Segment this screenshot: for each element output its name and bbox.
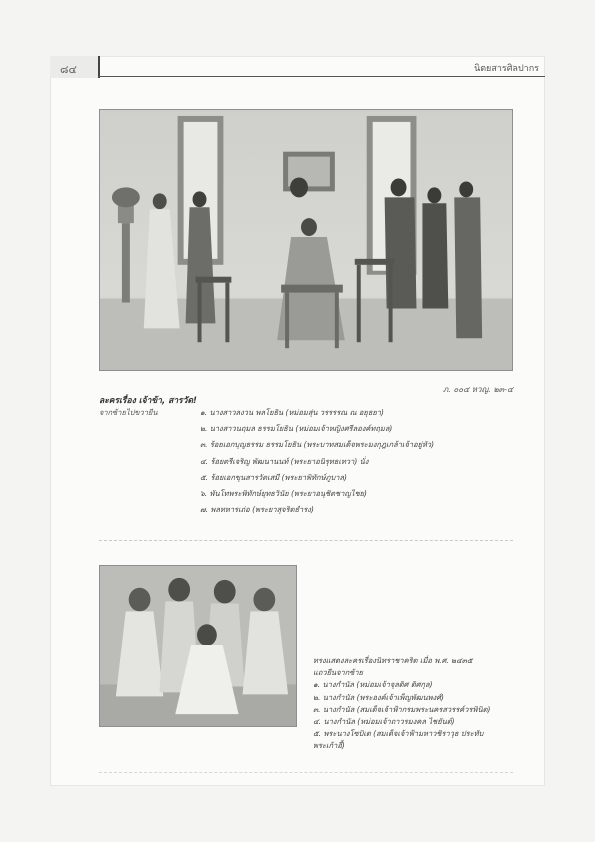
portrait-caption-line: ๒. นางกำนัล (พระองค์เจ้าเพ็ญพัฒนพงศ์) <box>313 692 444 702</box>
portrait-caption-line: ๕. พระนางโซบิเด (สมเด็จเจ้าฟ้ามหาวชิราวุธ ประทับ <box>313 729 484 739</box>
portrait-caption-line: ทรงแสดงละครเรื่องนิทราชาคริต เมื่อ พ.ศ. ๒๔๓๕ <box>313 656 473 665</box>
page-number: ๘๔ <box>60 63 77 76</box>
photo-credit: ภ. ๐๐๔ หวญ. ๒๓-๔ <box>443 385 514 394</box>
portrait-caption-line: แถวยืนจากซ้าย <box>313 668 363 678</box>
journal-title: นิตยสารศิลปากร <box>474 64 539 74</box>
portrait-caption-line: ๑. นางกำนัล (หม่อมเจ้าจุลดิศ ดิศกุล) <box>313 680 433 690</box>
header-divider <box>98 56 100 78</box>
portrait-caption <box>313 655 528 753</box>
portrait-caption-line: ๔. นางกำนัล (หม่อมเจ้าถาวรมงคล ไชยันต์) <box>313 717 455 727</box>
list-item: ๑. นางสาวลงวน พลโยธิน (หม่อมสุ่น วรรรรณ ณ อยุธยา) <box>200 408 384 417</box>
caption-lead: จากซ้ายไปขวายืน <box>99 408 158 417</box>
section-divider <box>99 540 513 541</box>
list-item: ๕. ร้อยเอกขุนสารวัตเสมี (พระยาพิทักษ์ภูบาล) <box>200 472 347 482</box>
list-item: ๔. ร้อยตรีเจริญ พัฒนานนท์ (พระยาอนิรุทธเทวา) นั่ง <box>200 456 369 466</box>
list-item: ๓. ร้อยเอกบุญธรรม ธรรมโยธิน (พระบาทสมเด็จพระมงกุฎเกล้าเจ้าอยู่หัว) <box>200 440 435 450</box>
portrait-caption-line: ๓. นางกำนัล (สมเด็จเจ้าฟ้ากรมพระนครสวรรค์วรพินิต) <box>313 704 491 714</box>
list-item: ๒. นางสาวนฤมล ธรรมโยธิน (หม่อมเจ้าหญิงศรีลองค์ทฤมล) <box>200 424 393 434</box>
theatre-scene-photo <box>99 109 513 371</box>
portrait-caption-line: พระเก้าอี้) <box>313 741 345 751</box>
header-rule <box>98 76 545 77</box>
cast-list <box>200 405 434 518</box>
list-item: ๖. พันโทพระพิทักษ์ยุทธวินัย (พระยาอนุชิตชาญไชย) <box>200 488 367 498</box>
list-item: ๗. พลทหารเถ่อ (พระยาสุจริตธำรง) <box>200 505 314 515</box>
caption-title: ละครเรื่อง เจ้าข้า, สารวัด! <box>99 396 197 406</box>
group-portrait-photo <box>99 565 297 727</box>
bottom-divider <box>99 772 513 773</box>
